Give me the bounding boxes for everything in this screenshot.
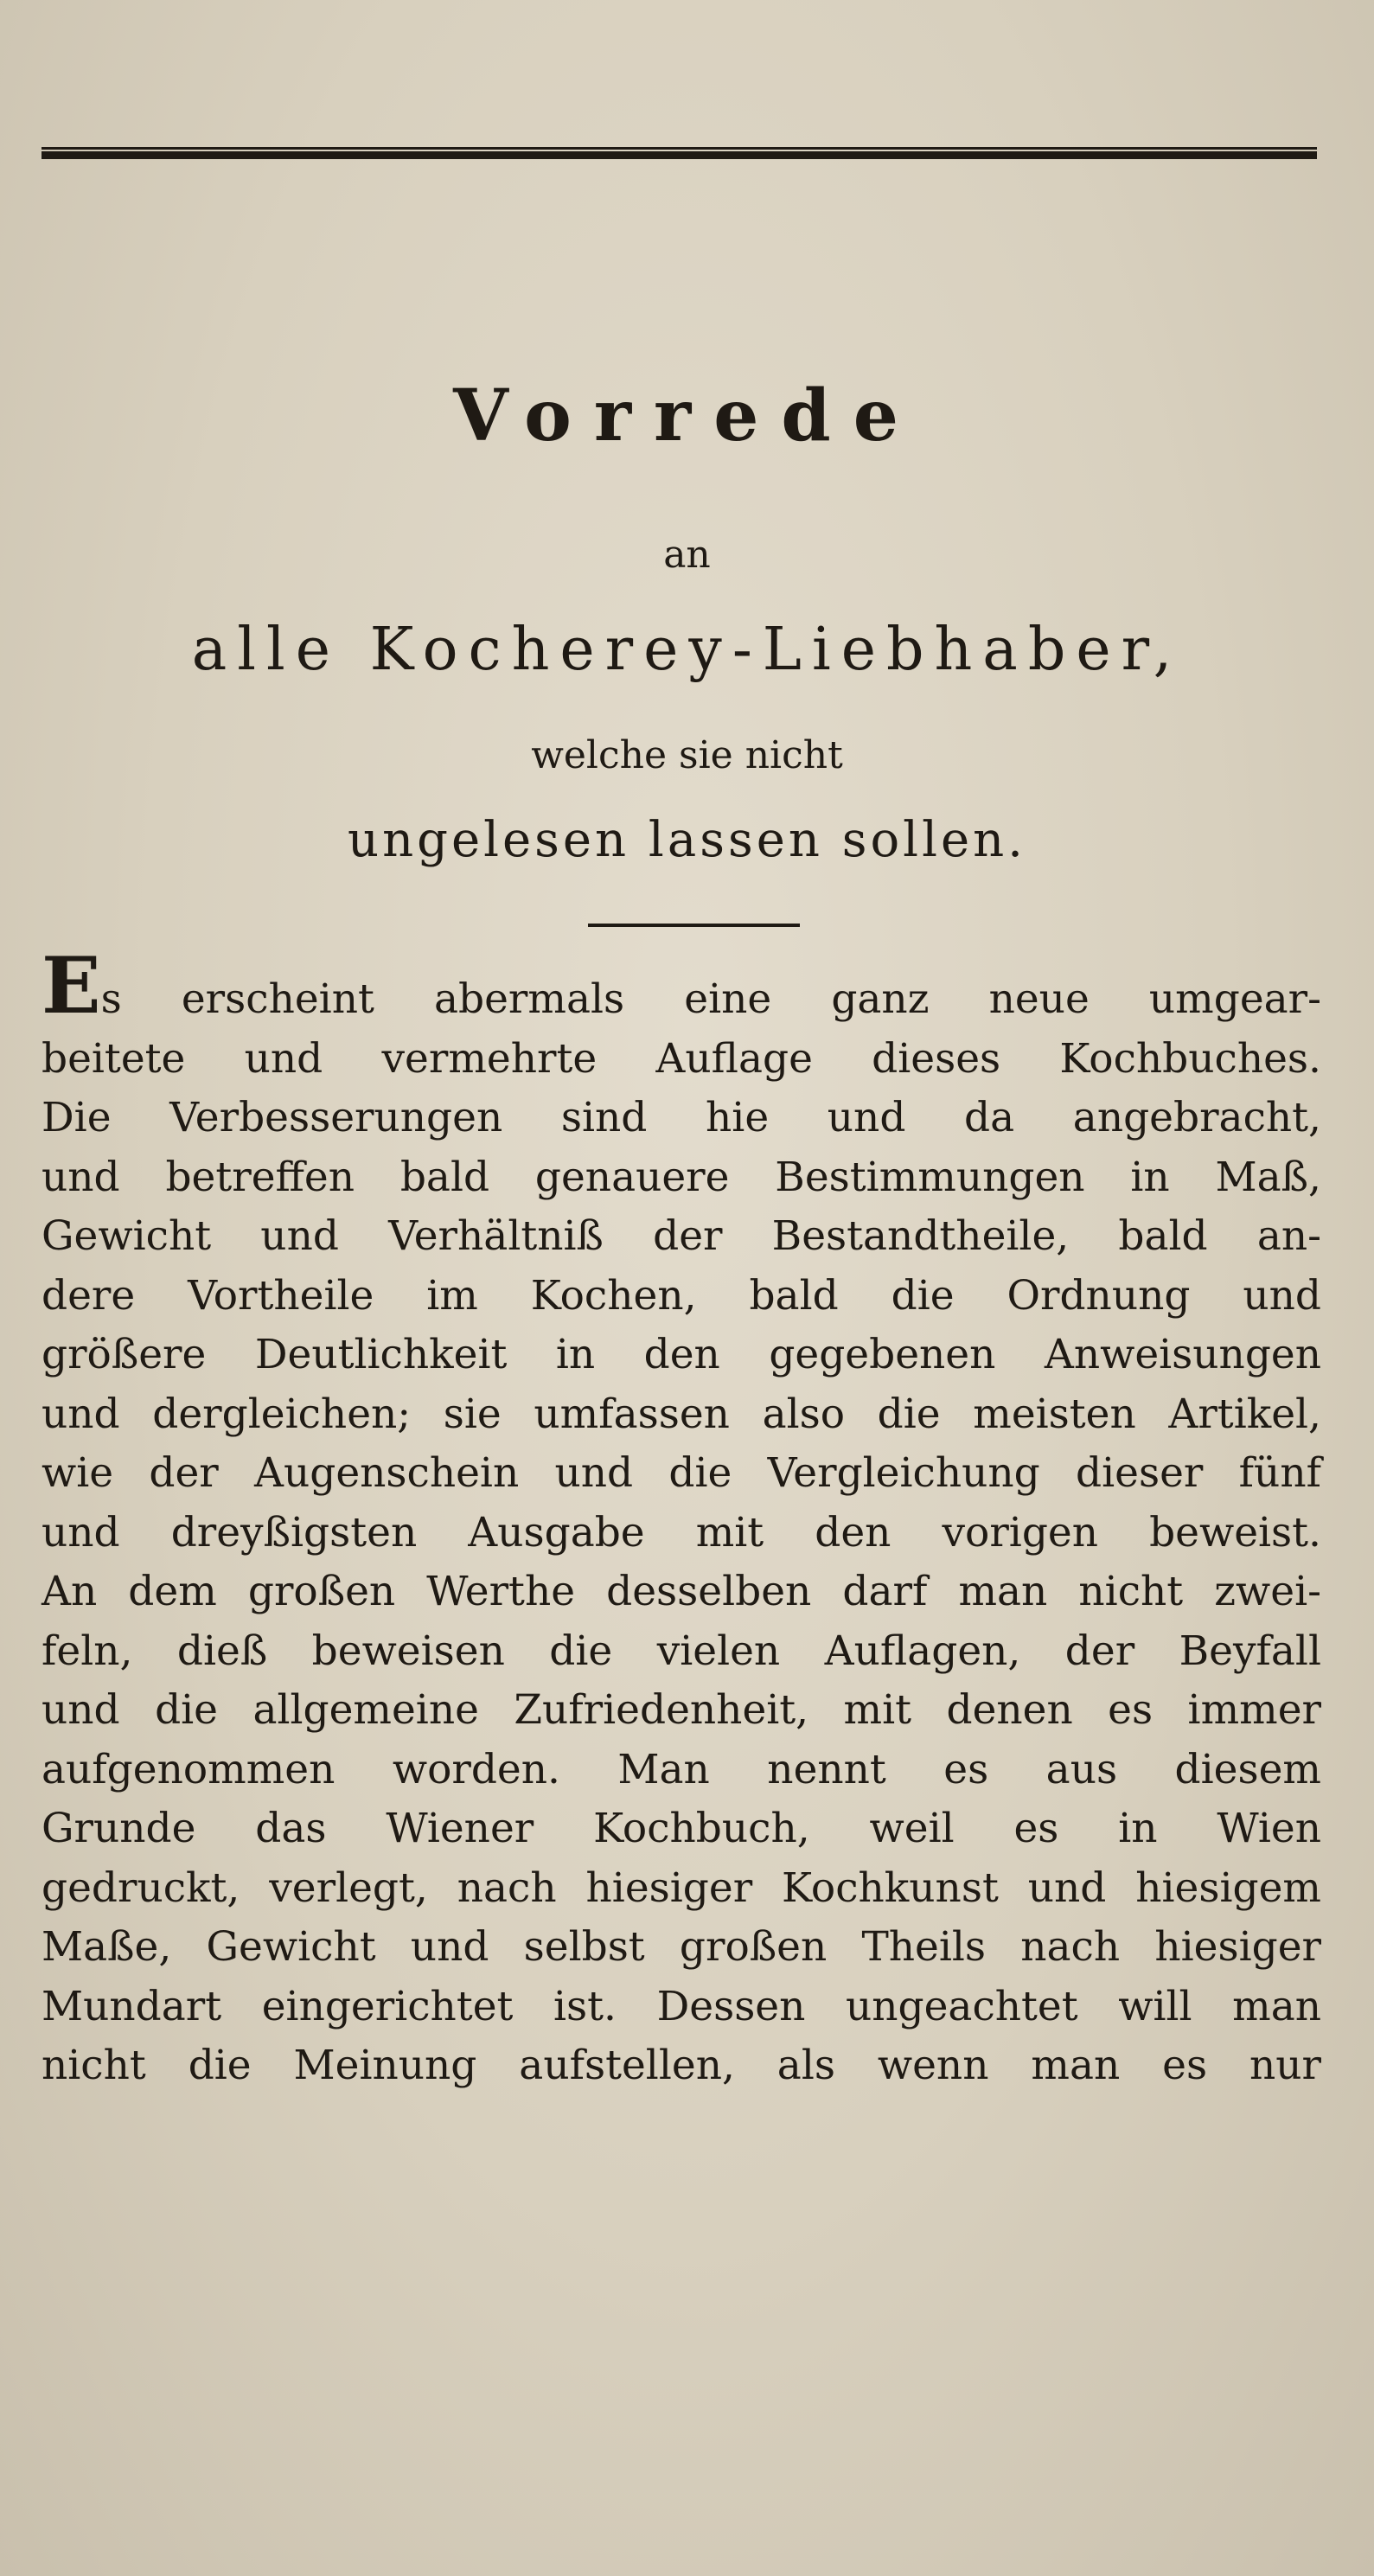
text-line: wie der Augenschein und die Vergleichung dieser fünf: [42, 1449, 1321, 1497]
text-line: Maße, Gewicht und selbst großen Theils nach hiesiger: [42, 1923, 1321, 1971]
preface-preposition: an: [663, 533, 711, 577]
text-line: Gewicht und Verhältniß der Bestandtheile, bald an-: [42, 1212, 1321, 1260]
text-line: dere Vortheile im Kochen, bald die Ordnung und: [42, 1271, 1321, 1320]
text-line: Die Verbesserungen sind hie und da angebracht,: [42, 1094, 1321, 1141]
text-line: und dergleichen; sie umfassen also die meisten Artikel,: [42, 1390, 1321, 1438]
text-line: Grunde das Wiener Kochbuch, weil es in Wien: [42, 1805, 1321, 1852]
header-rule: [42, 147, 1317, 159]
text-line: und dreyßigsten Ausgabe mit den vorigen beweist.: [42, 1508, 1321, 1556]
text-line: und die allgemeine Zufriedenheit, mit denen es immer: [42, 1686, 1321, 1734]
text-line: nicht die Meinung aufstellen, als wenn man es nur: [42, 2042, 1321, 2089]
text-line: und betreffen bald genauere Bestimmungen in Maß,: [42, 1153, 1321, 1201]
text-line: aufgenommen worden. Man nennt es aus diesem: [42, 1745, 1321, 1793]
preface-body: [42, 940, 1321, 2096]
text-line: beitete und vermehrte Auflage dieses Kochbuches.: [42, 1034, 1321, 1083]
text-line-1: [42, 940, 1321, 1032]
text-line: gedruckt, verlegt, nach hiesiger Kochkunst und hiesigem: [42, 1863, 1321, 1912]
text-line: größere Deutlichkeit in den gegebenen Anweisungen: [42, 1331, 1321, 1378]
preface-subtitle-line-2: ungelesen lassen sollen.: [348, 812, 1026, 868]
preface-title: Vorrede: [453, 374, 921, 457]
section-divider: [588, 924, 800, 927]
preface-subtitle-line-1: welche sie nicht: [531, 733, 843, 777]
preface-addressee: alle Kocherey-Liebhaber,: [191, 616, 1183, 684]
drop-cap: E: [42, 940, 101, 1032]
text-line-1-content: s erscheint abermals eine ganz neue umgear-: [100, 975, 1321, 1023]
text-line: feln, dieß beweisen die vielen Auflagen, der Beyfall: [42, 1627, 1321, 1675]
text-line: An dem großen Werthe desselben darf man nicht zwei-: [42, 1568, 1321, 1615]
text-line: Mundart eingerichtet ist. Dessen ungeachtet will man: [42, 1982, 1321, 2030]
